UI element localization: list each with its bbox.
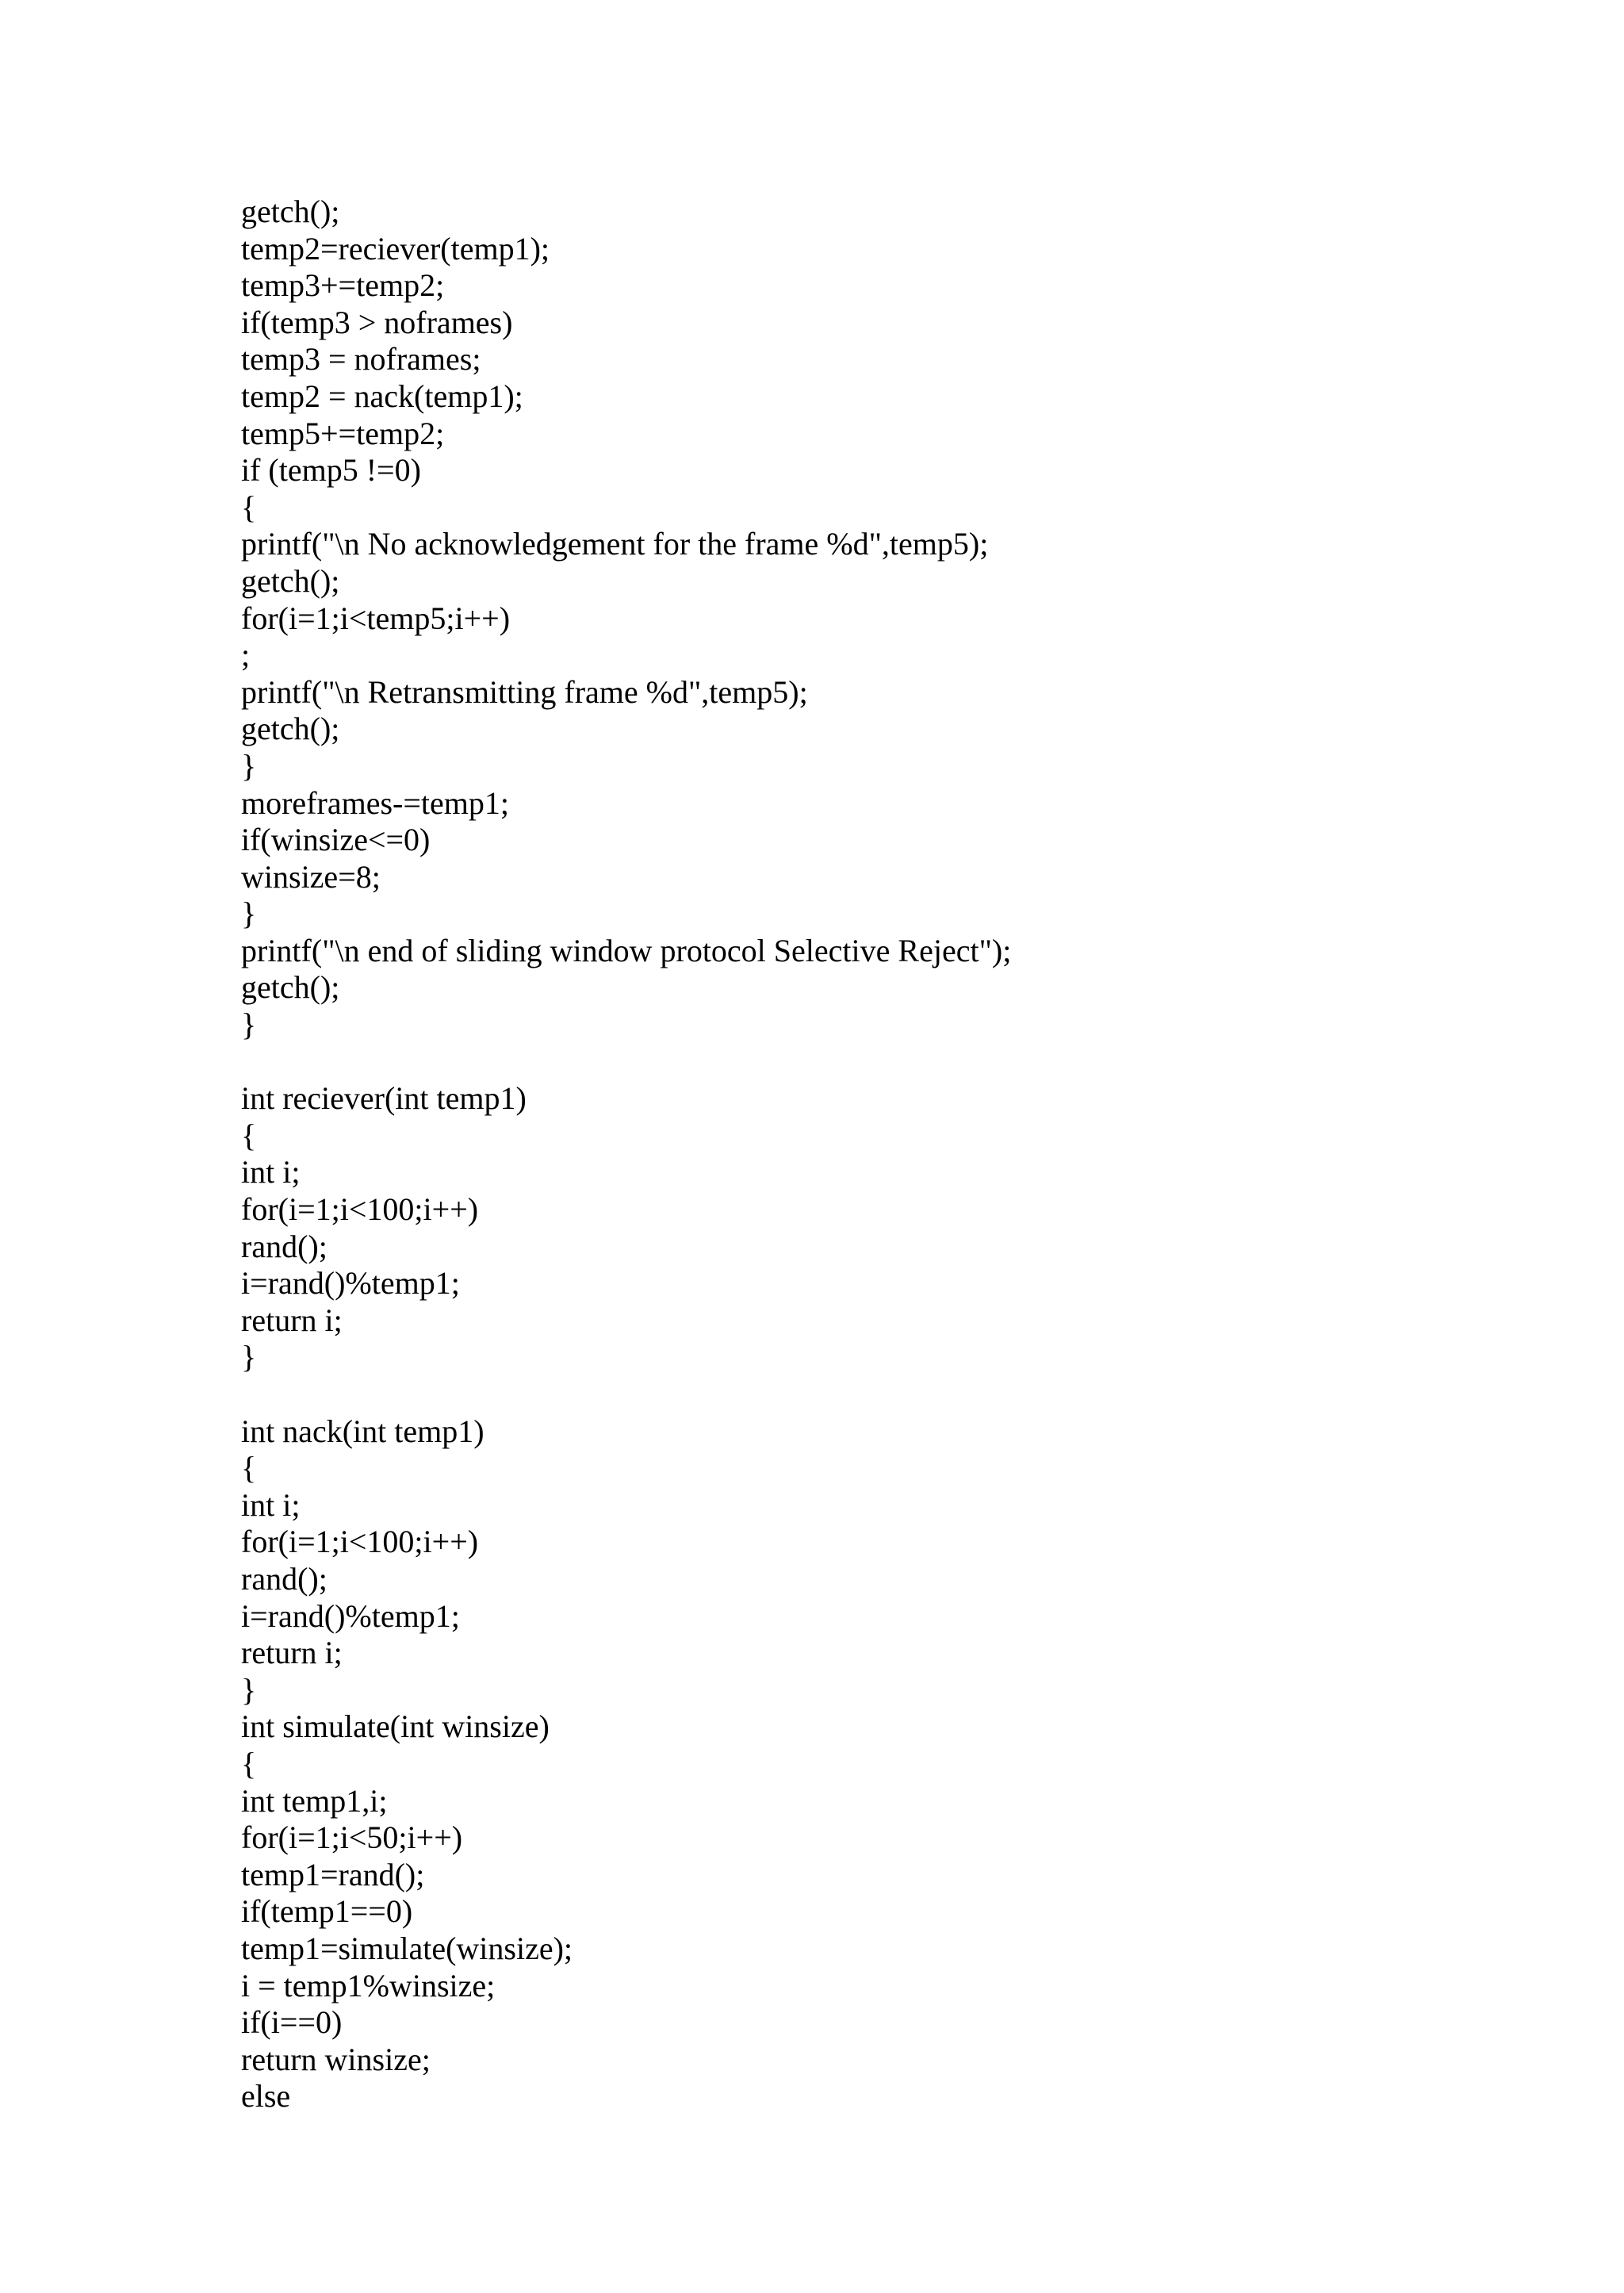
code-line: else (241, 2078, 291, 2115)
code-line: getch(); (241, 711, 340, 747)
code-line: rand(); (241, 1560, 327, 1597)
code-line: printf("\n No acknowledgement for the frame %d",temp5); (241, 526, 989, 562)
code-line: return i; (241, 1302, 343, 1338)
code-line: { (241, 1117, 257, 1153)
code-line: i = temp1%winsize; (241, 1967, 496, 2003)
code-line: if (temp5 !=0) (241, 452, 421, 489)
code-line: temp2=reciever(temp1); (241, 230, 550, 266)
code-line: temp1=rand(); (241, 1856, 425, 1892)
code-line: getch(); (241, 562, 340, 599)
code-line: if(winsize<=0) (241, 822, 431, 858)
code-line: getch(); (241, 969, 340, 1006)
code-line: int temp1,i; (241, 1782, 388, 1819)
code-line: int reciever(int temp1) (241, 1080, 527, 1117)
code-line: int nack(int temp1) (241, 1413, 485, 1449)
code-line: temp2 = nack(temp1); (241, 378, 523, 414)
code-line: } (241, 747, 257, 784)
code-line: printf("\n Retransmitting frame %d",temp5); (241, 673, 808, 710)
blank-line (241, 1044, 1510, 1081)
code-line: { (241, 1745, 257, 1781)
code-line: for(i=1;i<50;i++) (241, 1819, 463, 1856)
code-line: if(temp3 > noframes) (241, 304, 513, 340)
code-line: { (241, 1450, 257, 1486)
code-line: for(i=1;i<100;i++) (241, 1191, 479, 1228)
code-line: for(i=1;i<100;i++) (241, 1524, 479, 1560)
code-line: temp3+=temp2; (241, 267, 445, 304)
code-line: for(i=1;i<temp5;i++) (241, 600, 511, 636)
code-line: int i; (241, 1486, 301, 1523)
code-line: getch(); (241, 194, 340, 229)
code-line: { (241, 489, 257, 525)
code-listing (241, 194, 1510, 2115)
code-line: int simulate(int winsize) (241, 1708, 550, 1745)
code-line: winsize=8; (241, 858, 381, 895)
code-line: } (241, 895, 257, 932)
code-line: return winsize; (241, 2041, 431, 2077)
code-line: ; (241, 637, 251, 673)
code-line: i=rand()%temp1; (241, 1265, 460, 1302)
code-line: temp5+=temp2; (241, 415, 445, 451)
code-line: } (241, 1007, 257, 1043)
code-line: moreframes-=temp1; (241, 784, 509, 821)
code-line: return i; (241, 1635, 343, 1671)
code-line: temp3 = noframes; (241, 341, 481, 378)
code-line: } (241, 1339, 257, 1375)
code-line: if(temp1==0) (241, 1893, 413, 1930)
code-line: int i; (241, 1154, 301, 1191)
blank-line (241, 1376, 1510, 1413)
code-line: temp1=simulate(winsize); (241, 1930, 573, 1966)
code-line: } (241, 1671, 257, 1708)
code-line: printf("\n end of sliding window protocol Selective Reject"); (241, 932, 1012, 968)
code-line: rand(); (241, 1228, 327, 1264)
code-line: i=rand()%temp1; (241, 1597, 460, 1634)
code-line: if(i==0) (241, 2004, 343, 2041)
